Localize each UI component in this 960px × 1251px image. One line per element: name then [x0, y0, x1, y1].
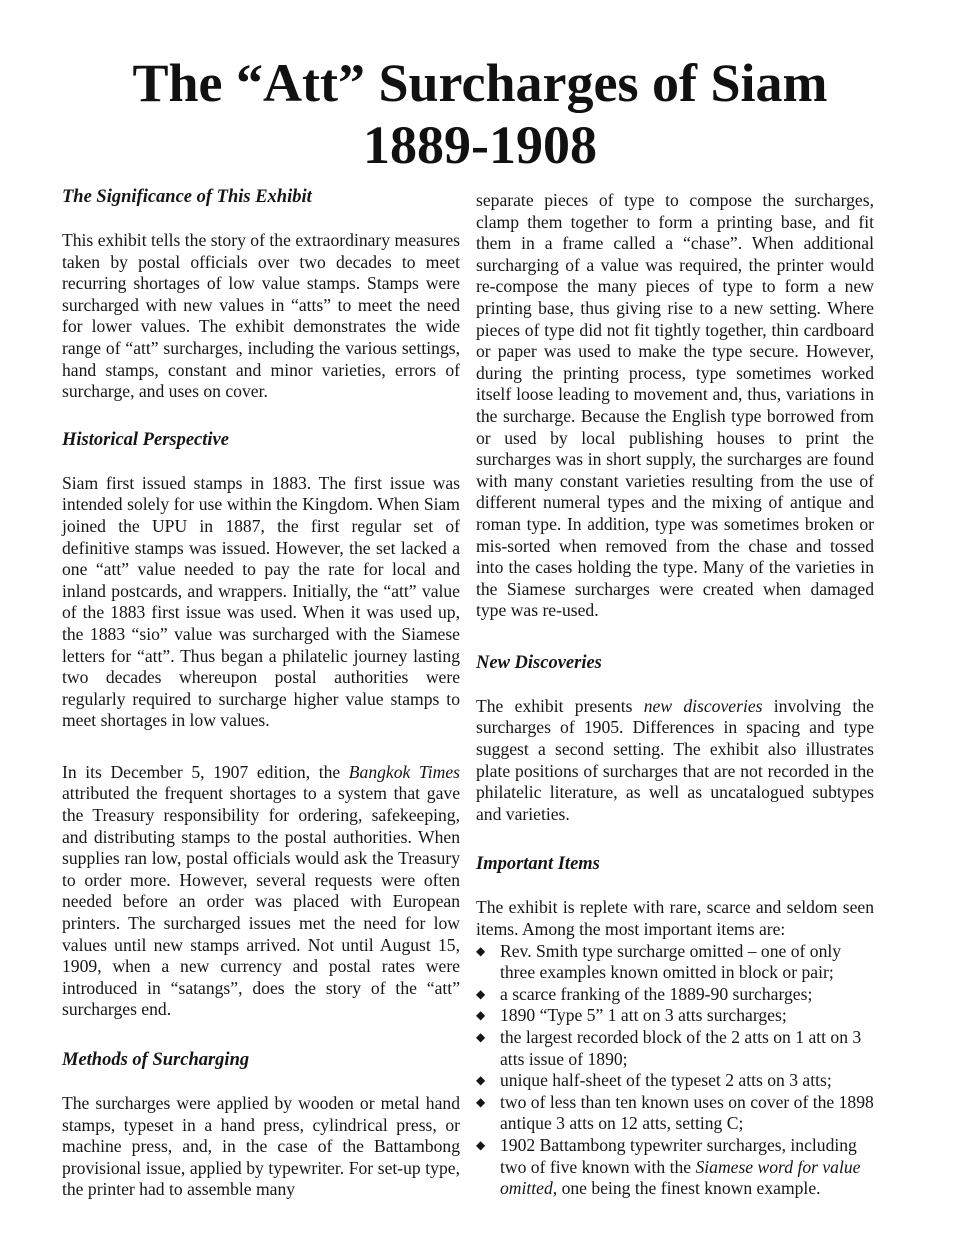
diamond-bullet-icon: ◆: [476, 1137, 486, 1152]
list-item-text: two of less than ten known uses on cover of the 1898 antique 3 atts on 12 atts, setting C;: [500, 1091, 874, 1134]
important-intro: The exhibit is replete with rare, scarce and seldom seen items. Among the most important items are:: [476, 897, 874, 940]
section-heading-methods: Methods of Surcharging: [62, 1050, 250, 1070]
list-item-text: 1890 “Type 5” 1 att on 3 atts surcharges;: [500, 1005, 787, 1026]
historical-paragraph-2: [62, 762, 460, 1021]
diamond-bullet-icon: ◆: [476, 1030, 486, 1044]
diamond-bullet-icon: ◆: [476, 1008, 486, 1023]
methods-paragraph-continued: separate pieces of type to compose the surcharges, clamp them together to form a printing base, and fit them in a frame called a “chase”. When additional surcharging of a value was required, the printer would re-compose the many pieces of type to form a new printing base, thus giving rise to a new setting. Where pieces of type did not fit tightly together, thin cardboard or paper was used to make the type secure. However, during the printing process, type sometimes worked itself loose leading to movement and, thus, variations in the surcharge. Because the English type borrowed from or used by local publishing houses to print the surcharges was in short supply, the surcharges are found with many constant varieties resulting from the use of different numeral types and the mixing of antique and roman type. In addition, type was sometimes broken or mis-sorted when removed from the chase and tossed into the cases holding the type. Many of the varieties in the Siamese surcharges were created when damaged type was re-used.: [476, 190, 874, 621]
diamond-bullet-icon: ◆: [476, 986, 486, 1001]
historical-p2-after: attributed the frequent shortages to a system that gave the Treasury responsibility for ordering, safekeeping, and distributing stamps to the postal authorities. When supplies ran low, postal officials would ask the Treasury to order more. However, several requests were often needed before an order was placed with European printers. The surcharged issues met the need for low values until new stamps arrived. Not until August 15, 1909, when a new currency and postal rates were introduced in “satangs”, does the story of the “att” surcharges end.: [62, 783, 460, 1020]
section-heading-historical: Historical Perspective: [62, 429, 229, 450]
discoveries-paragraph: [476, 696, 874, 826]
list-item-text-after: , one being the finest known example.: [552, 1178, 821, 1199]
list-item: [476, 1135, 874, 1200]
historical-p2-before: In its December 5, 1907 edition, the: [62, 761, 349, 782]
section-heading-discoveries: New Discoveries: [476, 652, 602, 673]
discoveries-after: involving the surcharges of 1905. Differences in spacing and type suggest a second setting. The exhibit also illustrates plate positions of surcharges that are not recorded in the philatelic literature, as well as uncatalogued subtypes and varieties.: [476, 695, 874, 824]
important-items-list: [476, 941, 874, 1200]
list-item: [476, 1092, 874, 1135]
list-item-text: the largest recorded block of the 2 atts on 1 att on 3 atts issue of 1890;: [500, 1027, 862, 1069]
methods-paragraph-start: The surcharges were applied by wooden or metal hand stamps, typeset in a hand press, cylindrical press, or machine press, and, in the case of the Battambong provisional issue, applied by typewriter. For set-up type, the printer had to assemble many: [62, 1093, 460, 1200]
section-heading-important: Important Items: [476, 854, 600, 875]
list-item-text: a scarce franking of the 1889-90 surcharges;: [500, 983, 813, 1004]
new-discoveries-emphasis: new discoveries: [643, 695, 763, 716]
list-item-emphasis: Siamese word for value omitted: [500, 1156, 861, 1199]
list-item: [476, 941, 874, 984]
list-item: [476, 1070, 874, 1092]
right-column: [476, 190, 874, 1200]
title-line-1: The “Att” Surcharges of Siam: [132, 53, 828, 113]
title-line-2: 1889-1908: [363, 115, 597, 175]
left-column: [62, 186, 460, 1223]
diamond-bullet-icon: ◆: [476, 1073, 486, 1088]
list-item-text: unique half-sheet of the typeset 2 atts on 3 atts;: [500, 1070, 832, 1091]
list-item-text: Rev. Smith type surcharge omitted – one of only three examples known omitted in block or pair;: [500, 940, 842, 983]
list-item: [476, 984, 874, 1006]
diamond-bullet-icon: ◆: [476, 1094, 486, 1109]
page-title: [0, 52, 960, 176]
diamond-bullet-icon: ◆: [476, 943, 486, 958]
discoveries-before: The exhibit presents: [476, 695, 644, 716]
historical-paragraph-1: Siam first issued stamps in 1883. The first issue was intended solely for use within the Kingdom. When Siam joined the UPU in 1887, the first regular set of definitive stamps was issued. However, the set lacked a one “att” value needed to pay the rate for local and inland postcards, and wrappers. Initially, the “att” value of the 1883 first issue was used. When it was used up, the 1883 “sio” value was surcharged with the Siamese letters for “att”. Thus began a philatelic journey lasting two decades whereupon postal authorities were regularly required to surcharge higher value stamps to meet shortages in low values.: [62, 472, 460, 731]
significance-paragraph: This exhibit tells the story of the extraordinary measures taken by postal officials over two decades to meet recurring shortages of low value stamps. Stamps were surcharged with new values in “atts” to meet the need for lower values. The exhibit demonstrates the wide range of “att” surcharges, including the various settings, hand stamps, constant and minor varieties, errors of surcharge, and uses on cover.: [62, 230, 460, 402]
section-heading-significance: The Significance of This Exhibit: [62, 187, 312, 207]
list-item-text-before: 1902 Battambong typewriter surcharges, including two of five known with the: [500, 1134, 857, 1177]
list-item: [476, 1005, 874, 1027]
bangkok-times-title: Bangkok Times: [348, 761, 460, 782]
list-item: [476, 1027, 874, 1070]
